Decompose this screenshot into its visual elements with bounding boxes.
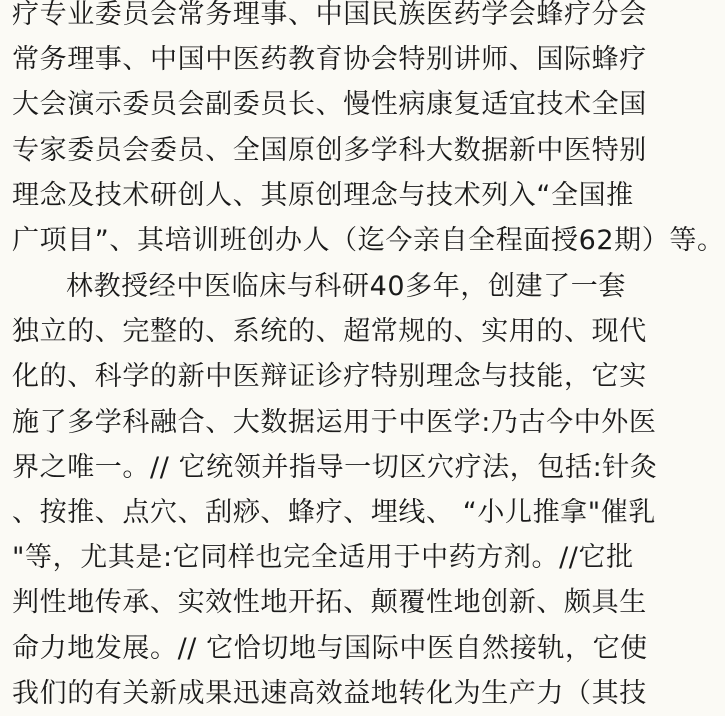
text-line: 专家委员会委员、全国原创多学科大数据新中医特别: [12, 134, 647, 166]
text-line: "等，尤其是:它同样也完全适用于中药方剂。//它批: [12, 542, 634, 574]
text-line: 广项目”、其培训班创办人（迄今亲自全程面授62期）等。: [12, 224, 725, 256]
text-line: 独立的、完整的、系统的、超常规的、实用的、现代: [12, 316, 647, 348]
paragraph-credentials: [0, 0, 725, 263]
text-line: 化的、科学的新中医辩证诊疗特别理念与技能，它实: [12, 361, 647, 393]
text-line: 、按推、点穴、刮痧、蜂疗、埋线、 “小儿推拿"催乳: [12, 496, 656, 528]
text-line: 判性地传承、实效性地开拓、颠覆性地创新、颇具生: [12, 587, 647, 619]
text-line: 理念及技术研创人、其原创理念与技术列入“全国推: [12, 179, 634, 211]
text-line: 施了多学科融合、大数据运用于中医学:乃古今中外医: [12, 406, 657, 438]
paragraph-achievements: [0, 264, 658, 716]
text-line: 大会演示委员会副委员长、慢性病康复适宜技术全国: [12, 89, 647, 121]
text-line: 常务理事、中国中医药教育协会特别讲师、国际蜂疗: [12, 44, 647, 76]
text-line: 我们的有关新成果迅速高效益地转化为生产力（其技: [12, 677, 647, 709]
text-line: 命力地发展。// 它恰切地与国际中医自然接轨，它使: [12, 632, 648, 664]
text-line: 疗专业委员会常务理事、中国民族医药学会蜂疗分会: [12, 0, 647, 30]
text-line-indented: 林教授经中医临床与科研40多年，创建了一套: [66, 271, 626, 302]
text-line: 界之唯一。// 它统领并指导一切区穴疗法，包括:针灸: [12, 451, 658, 483]
